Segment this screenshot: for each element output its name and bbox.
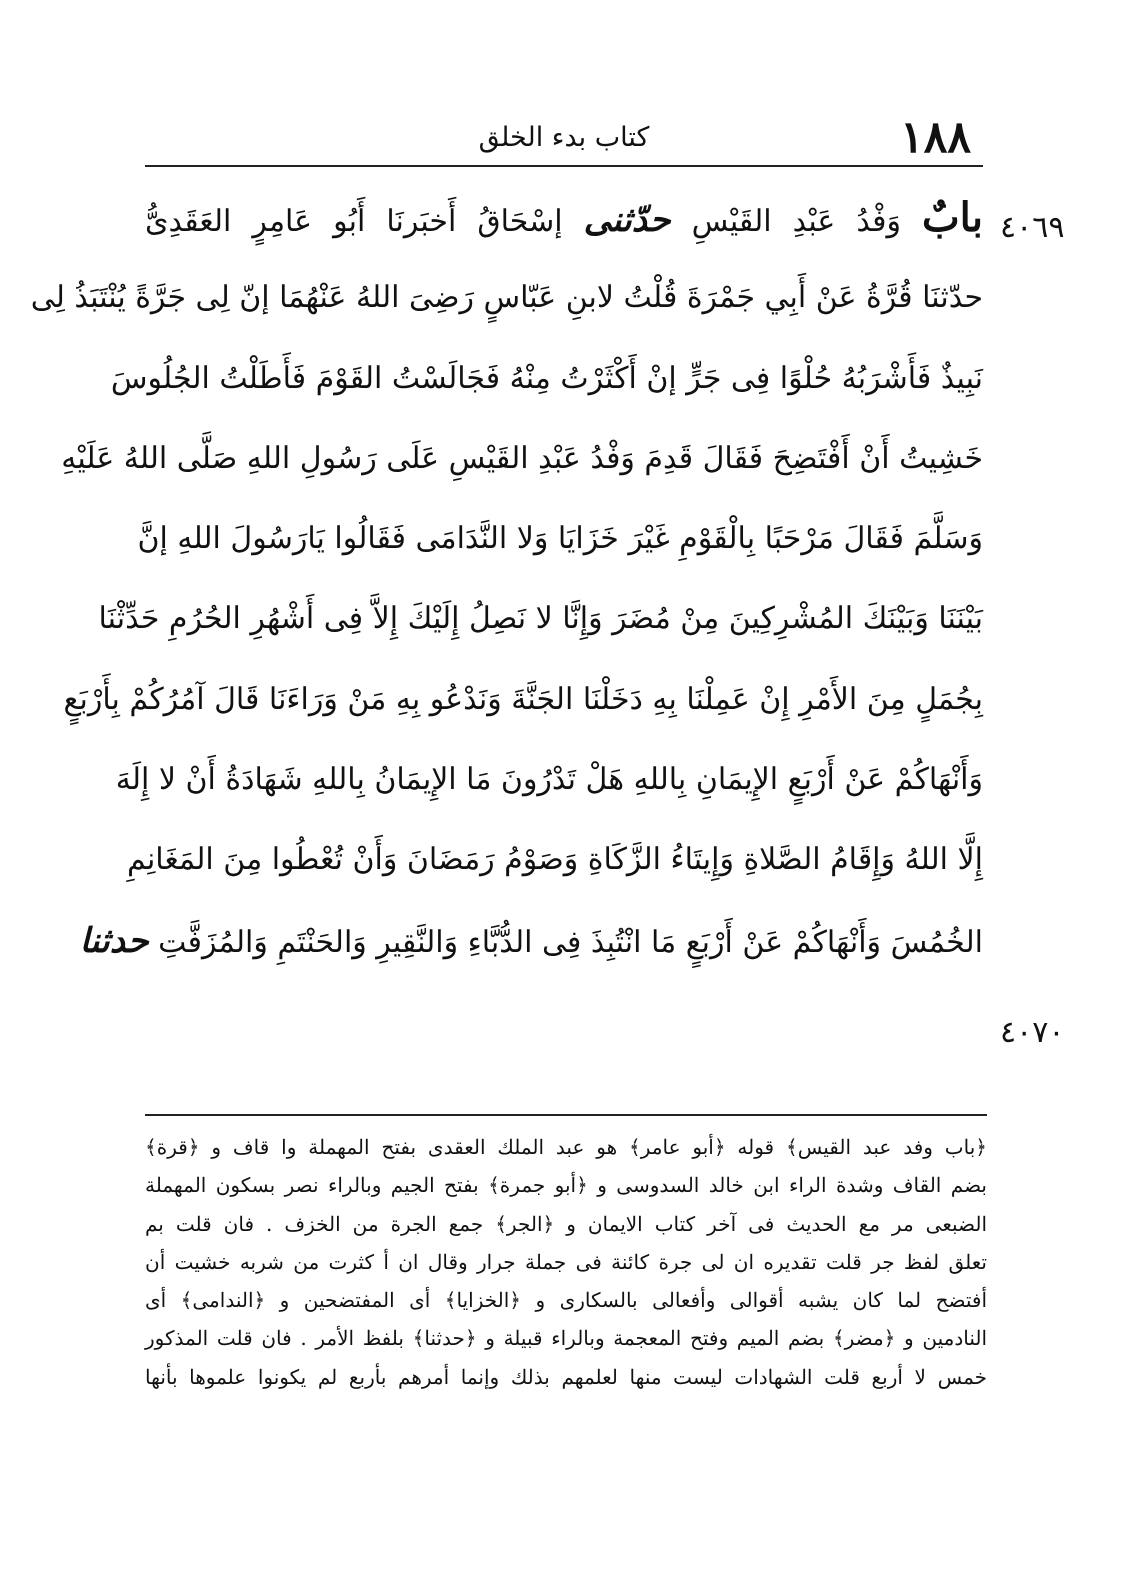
main-line-9: إِلَّا اللهُ وَإِقَامُ الصَّلاةِ وَإِيتَاءُ الزَّكَاةِ وَصَوْمُ رَمَضَانَ وَأَنْ تُعْطُوا مِنَ المَغَانِمِ — [126, 842, 983, 878]
commentary-line: الضبعى مر مع الحديث فى آخر كتاب الايمان و ﴿الجر﴾ جمع الجرة من الخزف . فان قلت بم — [145, 1211, 987, 1236]
main-line-6: بَيْنَنَا وَبَيْنَكَ المُشْرِكِينَ مِنْ مُضَرَ وَإِنَّا لا نَصِلُ إِلَيْكَ إِلاَّ فِى أَشْهُرِ الحُرُمِ حَدِّثْنَا — [98, 601, 983, 637]
commentary-line: خمس لا أربع قلت الشهادات ليست منها لعلمهم بذلك وإنما أمرهم بأربع لم يكونوا علموها بأنها — [145, 1364, 987, 1389]
main-line-10 — [79, 901, 983, 981]
bab-heading: بابٌ — [921, 194, 983, 241]
commentary-line: تعلق لفظ جر قلت تقديره ان لى جرة كائنة فى جملة جرار وقال ان أ كثرت من شربه خشيت أن — [145, 1249, 987, 1274]
main-line-3: نَبِيذٌ فَأَشْرَبُهُ حُلْوًا فِى جَرٍّ إنْ أَكْثَرْتُ مِنْهُ فَجَالَسْتُ القَوْمَ فَأَطَلْتُ الجُلُوسَ — [110, 360, 983, 396]
commentary-line: النادمين و ﴿مضر﴾ بضم الميم وفتح المعجمة وبالراء قبيلة و ﴿حدثنا﴾ بلفظ الأمر . فان قلت المذكور — [145, 1326, 987, 1351]
isnad-text: إسْحَاقُ أَخبَرنَا أَبُو عَامِرٍ العَقَدِىُّ — [145, 204, 563, 239]
header-rule — [145, 165, 983, 167]
main-line-2: حدّثنَا قُرَّةُ عَنْ أَبِي جَمْرَةَ قُلْتُ لابنِ عَبّاسٍ رَضِىَ اللهُ عَنْهُمَا إنّ لِى جَرَّةً يُنْتَبَذُ لِى — [30, 280, 983, 316]
bab-title: وَفْدُ عَبْدِ القَيْسِ — [691, 204, 901, 239]
main-text — [30, 178, 983, 981]
page-number: ١٨٨ — [900, 112, 971, 163]
hadith-number-4070: ٤٠٧٠ — [1000, 1015, 1065, 1050]
main-line-7: بِجُمَلٍ مِنَ الأَمْرِ إِنْ عَمِلْنَا بِهِ دَخَلْنَا الجَنَّةَ وَنَدْعُو بِهِ مَنْ وَرَاءَنَا قَالَ آمُرُكُمْ بِأَرْبَعٍ — [63, 681, 983, 717]
commentary-rule — [145, 1114, 987, 1116]
page-header — [145, 112, 983, 164]
commentary — [145, 1128, 987, 1396]
haddathana-marker: حدثنا — [79, 920, 149, 961]
hadith-number-4069: ٤٠٦٩ — [1000, 210, 1065, 245]
last-line-text: الخُمُسَ وَأَنْهَاكُمْ عَنْ أَرْبَعٍ مَا انْتُبِذَ فِى الدُّبَّاءِ وَالنَّقِيرِ وَالحَنْتَمِ وَالمُزَفَّتِ — [158, 924, 983, 960]
main-line-5: وَسَلَّمَ فَقَالَ مَرْحَبًا بِالْقَوْمِ غَيْرَ خَزَايَا وَلا النَّدَامَى فَقَالُوا يَارَسُولَ اللهِ إنَّ — [137, 521, 983, 557]
commentary-line: بضم القاف وشدة الراء ابن خالد السدوسى و ﴿أبو جمرة﴾ بفتح الجيم وبالراء نصر بسكون المهملة — [145, 1173, 987, 1198]
commentary-line: أفتضح لما كان يشبه أقوالى وأفعالى بالسكارى و ﴿الخزايا﴾ أى المفتضحين و ﴿الندامى﴾ أى — [145, 1288, 987, 1313]
main-line-1 — [145, 178, 983, 258]
main-line-8: وَأَنْهَاكُمْ عَنْ أَرْبَعٍ الإِيمَانِ بِاللهِ هَلْ تَدْرُونَ مَا الإِيمَانُ بِاللهِ شَهَادَةُ أَنْ لا إِلَهَ — [115, 762, 983, 798]
running-title: كتاب بدء الخلق — [478, 122, 650, 153]
haddathani-marker: حدّثنى — [583, 200, 671, 240]
main-line-4: خَشِيتُ أَنْ أَفْتَضِحَ فَقَالَ قَدِمَ وَفْدُ عَبْدِ القَيْسِ عَلَى رَسُولِ اللهِ صَلَّى اللهُ عَلَيْهِ — [61, 440, 983, 476]
commentary-line: ﴿باب وفد عبد القيس﴾ قوله ﴿أبو عامر﴾ هو عبد الملك العقدى بفتح المهملة وا قاف و ﴿قرة﴾ — [145, 1135, 987, 1159]
